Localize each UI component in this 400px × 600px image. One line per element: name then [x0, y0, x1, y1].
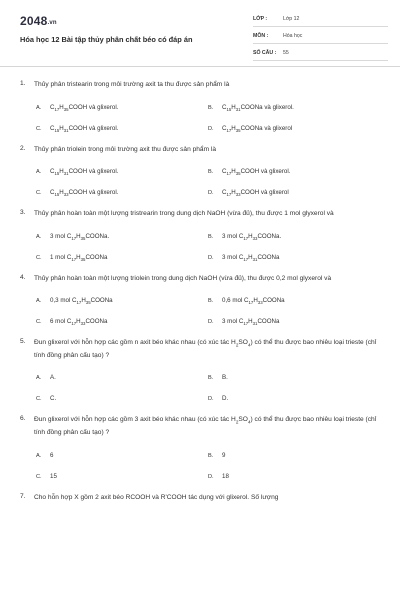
- answer-option[interactable]: [208, 122, 380, 136]
- answer-option[interactable]: [36, 315, 208, 329]
- option-text: 3 mol $C_{17}H_{31}COONa$: [222, 253, 280, 262]
- logo-suffix: .vn: [47, 20, 57, 26]
- option-row: [36, 392, 380, 406]
- option-row: [36, 122, 380, 136]
- option-text: 18: [222, 472, 229, 480]
- document-header: [20, 14, 385, 64]
- option-letter: B.: [208, 233, 214, 240]
- option-text: 0,6 mol $C_{17}H_{33}COONa$: [222, 297, 285, 306]
- meta-row-subject: [253, 31, 388, 44]
- option-text: D.: [222, 395, 229, 403]
- question-text: Đun glixerol với hỗn hợp các gồm n axit béo khác nhau (có xúc tác $H_2SO_4$) có thể thu được bao nhiêu loại trieste (chỉ tính đồng phân cấu tạo) ?: [34, 339, 377, 359]
- option-text: 6 mol $C_{17}H_{33}COONa$: [50, 318, 108, 327]
- option-letter: D.: [208, 125, 214, 132]
- question-list: [20, 80, 380, 512]
- option-letter: C.: [36, 254, 42, 261]
- option-text: 3 mol $C_{17}H_{35}COONa$.: [50, 232, 110, 241]
- option-list: [36, 449, 380, 484]
- option-text: $C_{15}H_{31}COOH$ và glixerol.: [50, 168, 119, 177]
- question-item: [20, 493, 380, 504]
- option-letter: C.: [36, 396, 42, 403]
- option-letter: B.: [208, 452, 214, 459]
- option-letter: D.: [208, 396, 214, 403]
- option-text: $C_{17}H_{33}COOH$ và glixerol: [222, 189, 289, 198]
- question-item: [20, 338, 380, 406]
- option-letter: B.: [208, 375, 214, 382]
- option-text: 15: [50, 472, 57, 480]
- answer-option[interactable]: [208, 251, 380, 265]
- meta-label: SỐ CÂU :: [253, 50, 277, 56]
- answer-option[interactable]: [36, 251, 208, 265]
- option-row: [36, 186, 380, 200]
- option-list: [36, 230, 380, 265]
- option-list: [36, 294, 380, 329]
- answer-option[interactable]: [208, 294, 380, 308]
- answer-option[interactable]: [36, 122, 208, 136]
- option-row: [36, 449, 380, 463]
- answer-option[interactable]: [208, 392, 380, 406]
- option-text: 6: [50, 451, 54, 459]
- answer-option[interactable]: [208, 186, 380, 200]
- question-number: 1.: [20, 80, 26, 87]
- option-letter: C.: [36, 319, 42, 325]
- option-letter: A.: [36, 169, 42, 175]
- document-title: Hóa học 12 Bài tập thủy phân chất béo có đáp án: [20, 35, 193, 44]
- answer-option[interactable]: [36, 470, 208, 484]
- question-number: 6.: [20, 415, 26, 423]
- meta-label: LỚP :: [253, 16, 268, 22]
- option-row: [36, 230, 380, 244]
- option-text: $C_{17}H_{35}COOH$ và glixerol.: [222, 168, 291, 177]
- option-row: [36, 470, 380, 484]
- header-divider: [0, 66, 400, 67]
- option-letter: B.: [208, 298, 214, 304]
- option-letter: A.: [36, 233, 42, 240]
- option-text: A.: [50, 374, 56, 382]
- question-text: Thủy phân hoàn toàn một lượng tristrearin trong dung dịch NaOH (vừa đủ), thu được 1 mol glyxerol và: [34, 210, 334, 217]
- option-letter: D.: [208, 190, 214, 196]
- option-letter: C.: [36, 473, 42, 480]
- option-letter: A.: [36, 452, 42, 459]
- option-letter: D.: [208, 319, 214, 325]
- question-text: Thủy phân triolein trong môi trường axit thu được sản phẩm là: [34, 145, 217, 153]
- option-text: 3 mol $C_{17}H_{33}COONa$.: [222, 232, 282, 241]
- option-text: C.: [50, 395, 57, 403]
- answer-option[interactable]: [36, 165, 208, 179]
- question-number: 4.: [20, 273, 26, 281]
- option-list: [36, 165, 380, 200]
- answer-option[interactable]: [208, 470, 380, 484]
- answer-option[interactable]: [208, 371, 380, 385]
- option-text: 0,3 mol $C_{17}H_{35}COONa$: [50, 297, 113, 306]
- option-text: $C_{15}H_{31}COOH$ và glixerol.: [50, 124, 119, 133]
- answer-option[interactable]: [208, 449, 380, 463]
- question-number: 2.: [20, 144, 26, 152]
- question-item: [20, 209, 380, 265]
- question-text: Thủy phân tristearin trong môi trường axit ta thu được sản phẩm là: [34, 81, 230, 88]
- option-letter: A.: [36, 298, 42, 304]
- answer-option[interactable]: [36, 186, 208, 200]
- option-letter: D.: [208, 254, 214, 261]
- option-text: $C_{17}H_{35}COONa$ và glixerol: [222, 124, 293, 133]
- option-row: [36, 101, 380, 115]
- question-item: [20, 274, 380, 330]
- option-list: [36, 371, 380, 406]
- option-row: [36, 315, 380, 329]
- question-text: Đun glixerol với hỗn hợp các gồm 3 axit béo khác nhau (có xúc tác $H_2SO_4$) có thể thu được bao nhiêu loại trieste (chỉ tính đồng phân cấu tạo) ?: [34, 416, 377, 437]
- logo-text: 2048: [20, 14, 48, 28]
- question-number: 5.: [20, 338, 26, 345]
- option-row: [36, 165, 380, 179]
- answer-option[interactable]: [36, 101, 208, 115]
- answer-option[interactable]: [208, 315, 380, 329]
- option-row: [36, 371, 380, 385]
- answer-option[interactable]: [36, 371, 208, 385]
- option-row: [36, 251, 380, 265]
- meta-row-class: [253, 14, 388, 27]
- answer-option[interactable]: [36, 449, 208, 463]
- option-text: 9: [222, 451, 226, 459]
- meta-value: 55: [283, 50, 289, 56]
- option-letter: A.: [36, 104, 42, 111]
- option-row: [36, 294, 380, 308]
- question-item: [20, 80, 380, 136]
- option-letter: B.: [208, 104, 214, 111]
- meta-value: Hóa học: [283, 33, 303, 39]
- option-text: 1 mol $C_{17}H_{35}COONa$: [50, 253, 108, 262]
- answer-option[interactable]: [208, 165, 380, 179]
- meta-value: Lớp 12: [283, 16, 300, 22]
- meta-row-count: [253, 48, 388, 61]
- question-text: Thủy phân hoàn toàn một lượng triolein trong dung dịch NaOH (vừa đủ), thu được 0,2 mol glyxerol và: [34, 274, 332, 282]
- option-text: $C_{17}H_{35}COOH$ và glixerol.: [50, 103, 119, 112]
- option-text: 3 mol $C_{17}H_{31}COONa$: [222, 318, 280, 327]
- option-text: B.: [222, 374, 228, 382]
- option-letter: C.: [36, 125, 42, 132]
- answer-option[interactable]: [36, 392, 208, 406]
- question-item: [20, 145, 380, 201]
- option-letter: C.: [36, 190, 42, 196]
- option-text: $C_{15}H_{33}COOH$ và glixerol.: [50, 189, 119, 198]
- option-letter: D.: [208, 473, 214, 480]
- question-number: 7.: [20, 492, 26, 500]
- answer-option[interactable]: [208, 230, 380, 244]
- answer-option[interactable]: [36, 230, 208, 244]
- site-logo[interactable]: [20, 14, 57, 28]
- option-text: $C_{15}H_{31}COONa$ và glixerol.: [222, 103, 294, 112]
- option-letter: B.: [208, 169, 214, 175]
- meta-info: [253, 14, 388, 65]
- option-list: [36, 101, 380, 136]
- option-letter: A.: [36, 375, 42, 382]
- meta-label: MÔN :: [253, 33, 269, 39]
- question-text: Cho hỗn hợp X gồm 2 axit béo RCOOH và R'COOH tác dụng với glixerol. Số lượng: [34, 493, 279, 501]
- question-item: [20, 415, 380, 483]
- question-number: 3.: [20, 209, 26, 216]
- answer-option[interactable]: [208, 101, 380, 115]
- answer-option[interactable]: [36, 294, 208, 308]
